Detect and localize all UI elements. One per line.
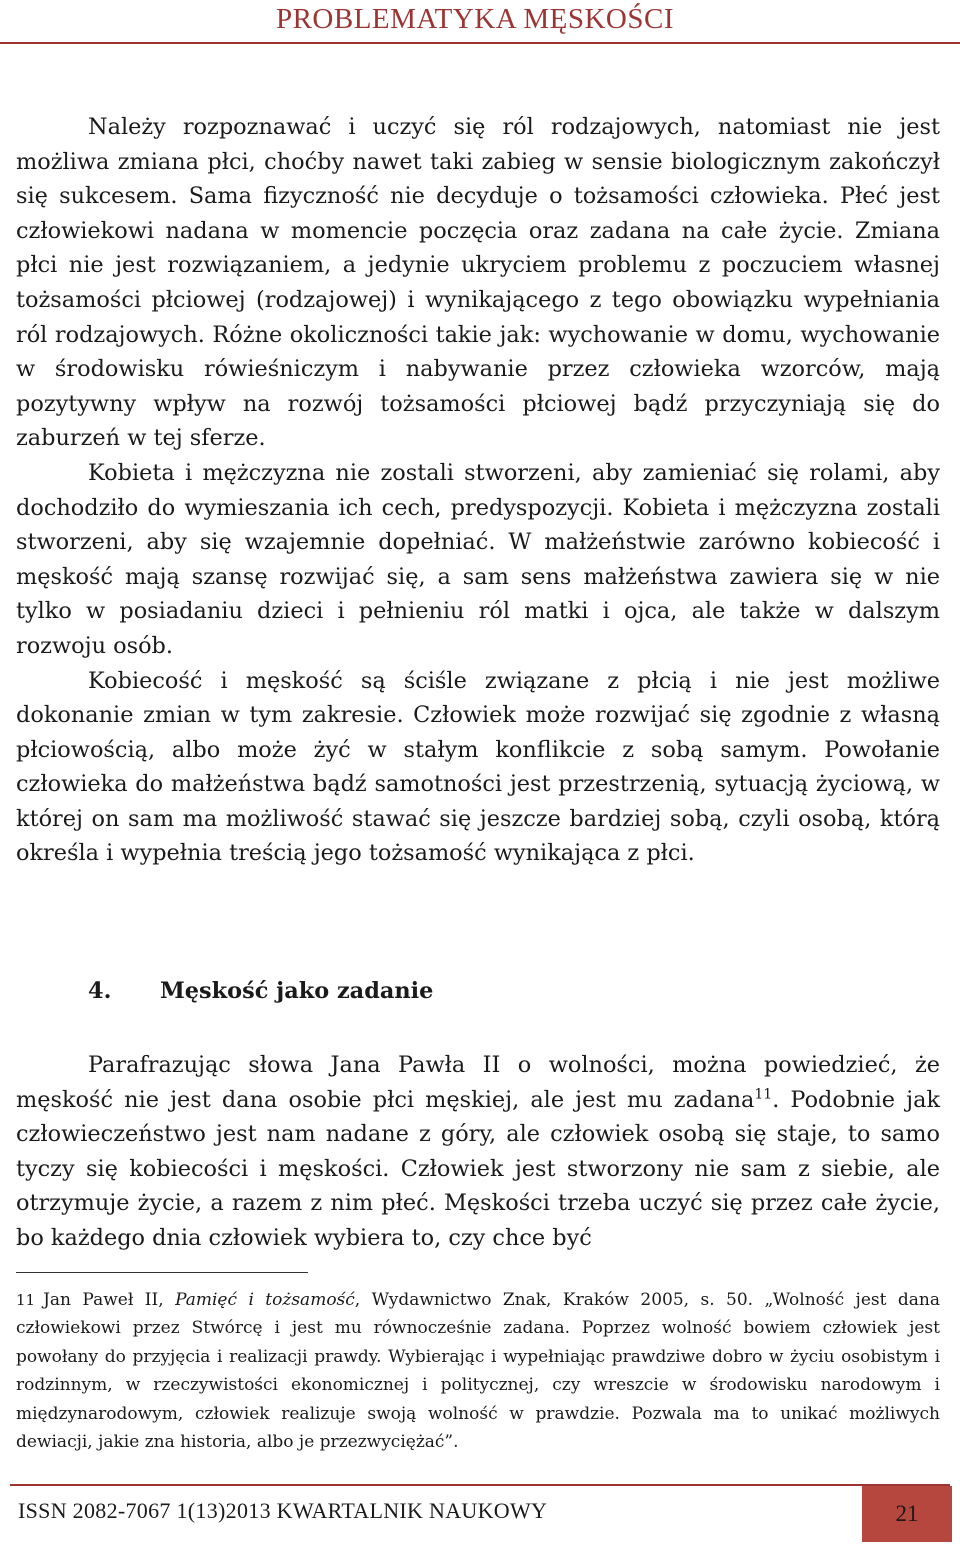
- page-number: 21: [895, 1501, 919, 1526]
- section-text-before-ref: Parafrazując słowa Jana Pawła II o wolności, można powiedzieć, że męskość nie jest dana osobie płci męskiej, ale jest mu zadana: [16, 1052, 940, 1113]
- paragraph-3: Kobiecość i męskość są ściśle związane z płcią i nie jest możliwe dokonanie zmian w tym zakresie. Człowiek może rozwijać się zgodnie z własną płciowością, albo może żyć w stałym konflikcie z sobą samym. Powołanie człowieka do małżeństwa bądź samotności jest przestrzenią, sytuacją życiową, w której on sam ma możliwość stawać się jeszcze bardziej sobą, czyli osobą, którą określa i wypełnia treścią jego tożsamość wynikająca z płci.: [16, 667, 940, 867]
- footnote-author: Jan Paweł II,: [43, 1290, 164, 1310]
- section-text-after-ref: . Podobnie jak człowieczeństwo jest nam nadane z góry, ale człowiek osobą się staje, to samo tyczy się kobiecości i męskości. Człowiek jest stworzony nie sam z siebie, ale otrzymuje życie, a razem z nim płeć. Męskości trzeba uczyć się przez całe życie, bo każdego dnia człowiek wybiera to, czy chce być: [16, 1086, 941, 1251]
- footnote-reference[interactable]: 11: [754, 1086, 773, 1103]
- paragraph-1: Należy rozpoznawać i uczyć się ról rodzajowych, natomiast nie jest możliwa zmiana płci, choćby nawet taki zabieg w sensie biologicznym zakończył się sukcesem. Sama fizyczność nie decyduje o tożsamości człowieka. Płeć jest człowiekowi nadana w momencie poczęcia oraz zadana na całe życie. Zmiana płci nie jest rozwiązaniem, a jedynie ukryciem problemu z poczuciem własnej tożsamości płciowej (rodzajowej) i wynikającego z tego obowiązku wypełniania ról rodzajowych. Różne okoliczności takie jak: wychowanie w domu, wychowanie w środowisku rówieśniczym i nabywanie przez człowieka wzorców, mają pozytywny wpływ na rozwój tożsamości płciowej bądź przyczyniają się do zaburzeń w tej sferze.: [16, 114, 940, 452]
- section-text: [16, 1048, 940, 1256]
- journal-info: ISSN 2082-7067 1(13)2013 KWARTALNIK NAUKOWY: [18, 1498, 548, 1523]
- running-title: PROBLEMATYKA MĘSKOŚCI: [275, 3, 674, 35]
- section-heading: [88, 978, 433, 1004]
- section-paragraph: [16, 1048, 940, 1256]
- footnote-separator: [16, 1272, 308, 1273]
- header-rule: [0, 42, 960, 44]
- page-header: [0, 0, 960, 44]
- paragraph-2: Kobieta i mężczyzna nie zostali stworzeni, aby zamieniać się rolami, aby dochodziło do wymieszania ich cech, predyspozycji. Kobieta i mężczyzna zostali stworzeni, aby się wzajemnie dopełniać. W małżeństwie zarówno kobiecość i męskość mają szansę rozwijać się, a sam sens małżeństwa zawiera się w nie tylko w posiadaniu dzieci i pełnieniu ról matki i ojca, ale także w dalszym rozwoju osób.: [16, 459, 940, 659]
- footer-rule: [10, 1484, 950, 1486]
- footnote-number: 11: [16, 1291, 36, 1309]
- footnote: [16, 1286, 940, 1456]
- footnote-text: , Wydawnictwo Znak, Kraków 2005, s. 50. „Wolność jest dana człowiekowi przez Stwórcę i jest mu równocześnie zadana. Poprzez wolność bowiem człowiek jest powołany do przyjęcia i realizacji prawdy. Wybierając i wypełniając prawdziwe dobro w życiu osobistym i rodzinnym, w rzeczywistości ekonomicznej i politycznej, czy wreszcie w środowisku narodowym i międzynarodowym, człowiek realizuje swoją wolność w prawdzie. Pozwala ma to unikać możliwych dewiacji, jakie zna historia, albo je przezwyciężać”.: [16, 1290, 940, 1453]
- main-text: [16, 110, 940, 871]
- page-footer: [0, 1484, 960, 1548]
- footnote-work-title: Pamięć i tożsamość: [175, 1290, 355, 1310]
- page-number-box: [862, 1486, 952, 1542]
- section-number: 4.: [88, 978, 112, 1004]
- section-title: Męskość jako zadanie: [160, 978, 434, 1004]
